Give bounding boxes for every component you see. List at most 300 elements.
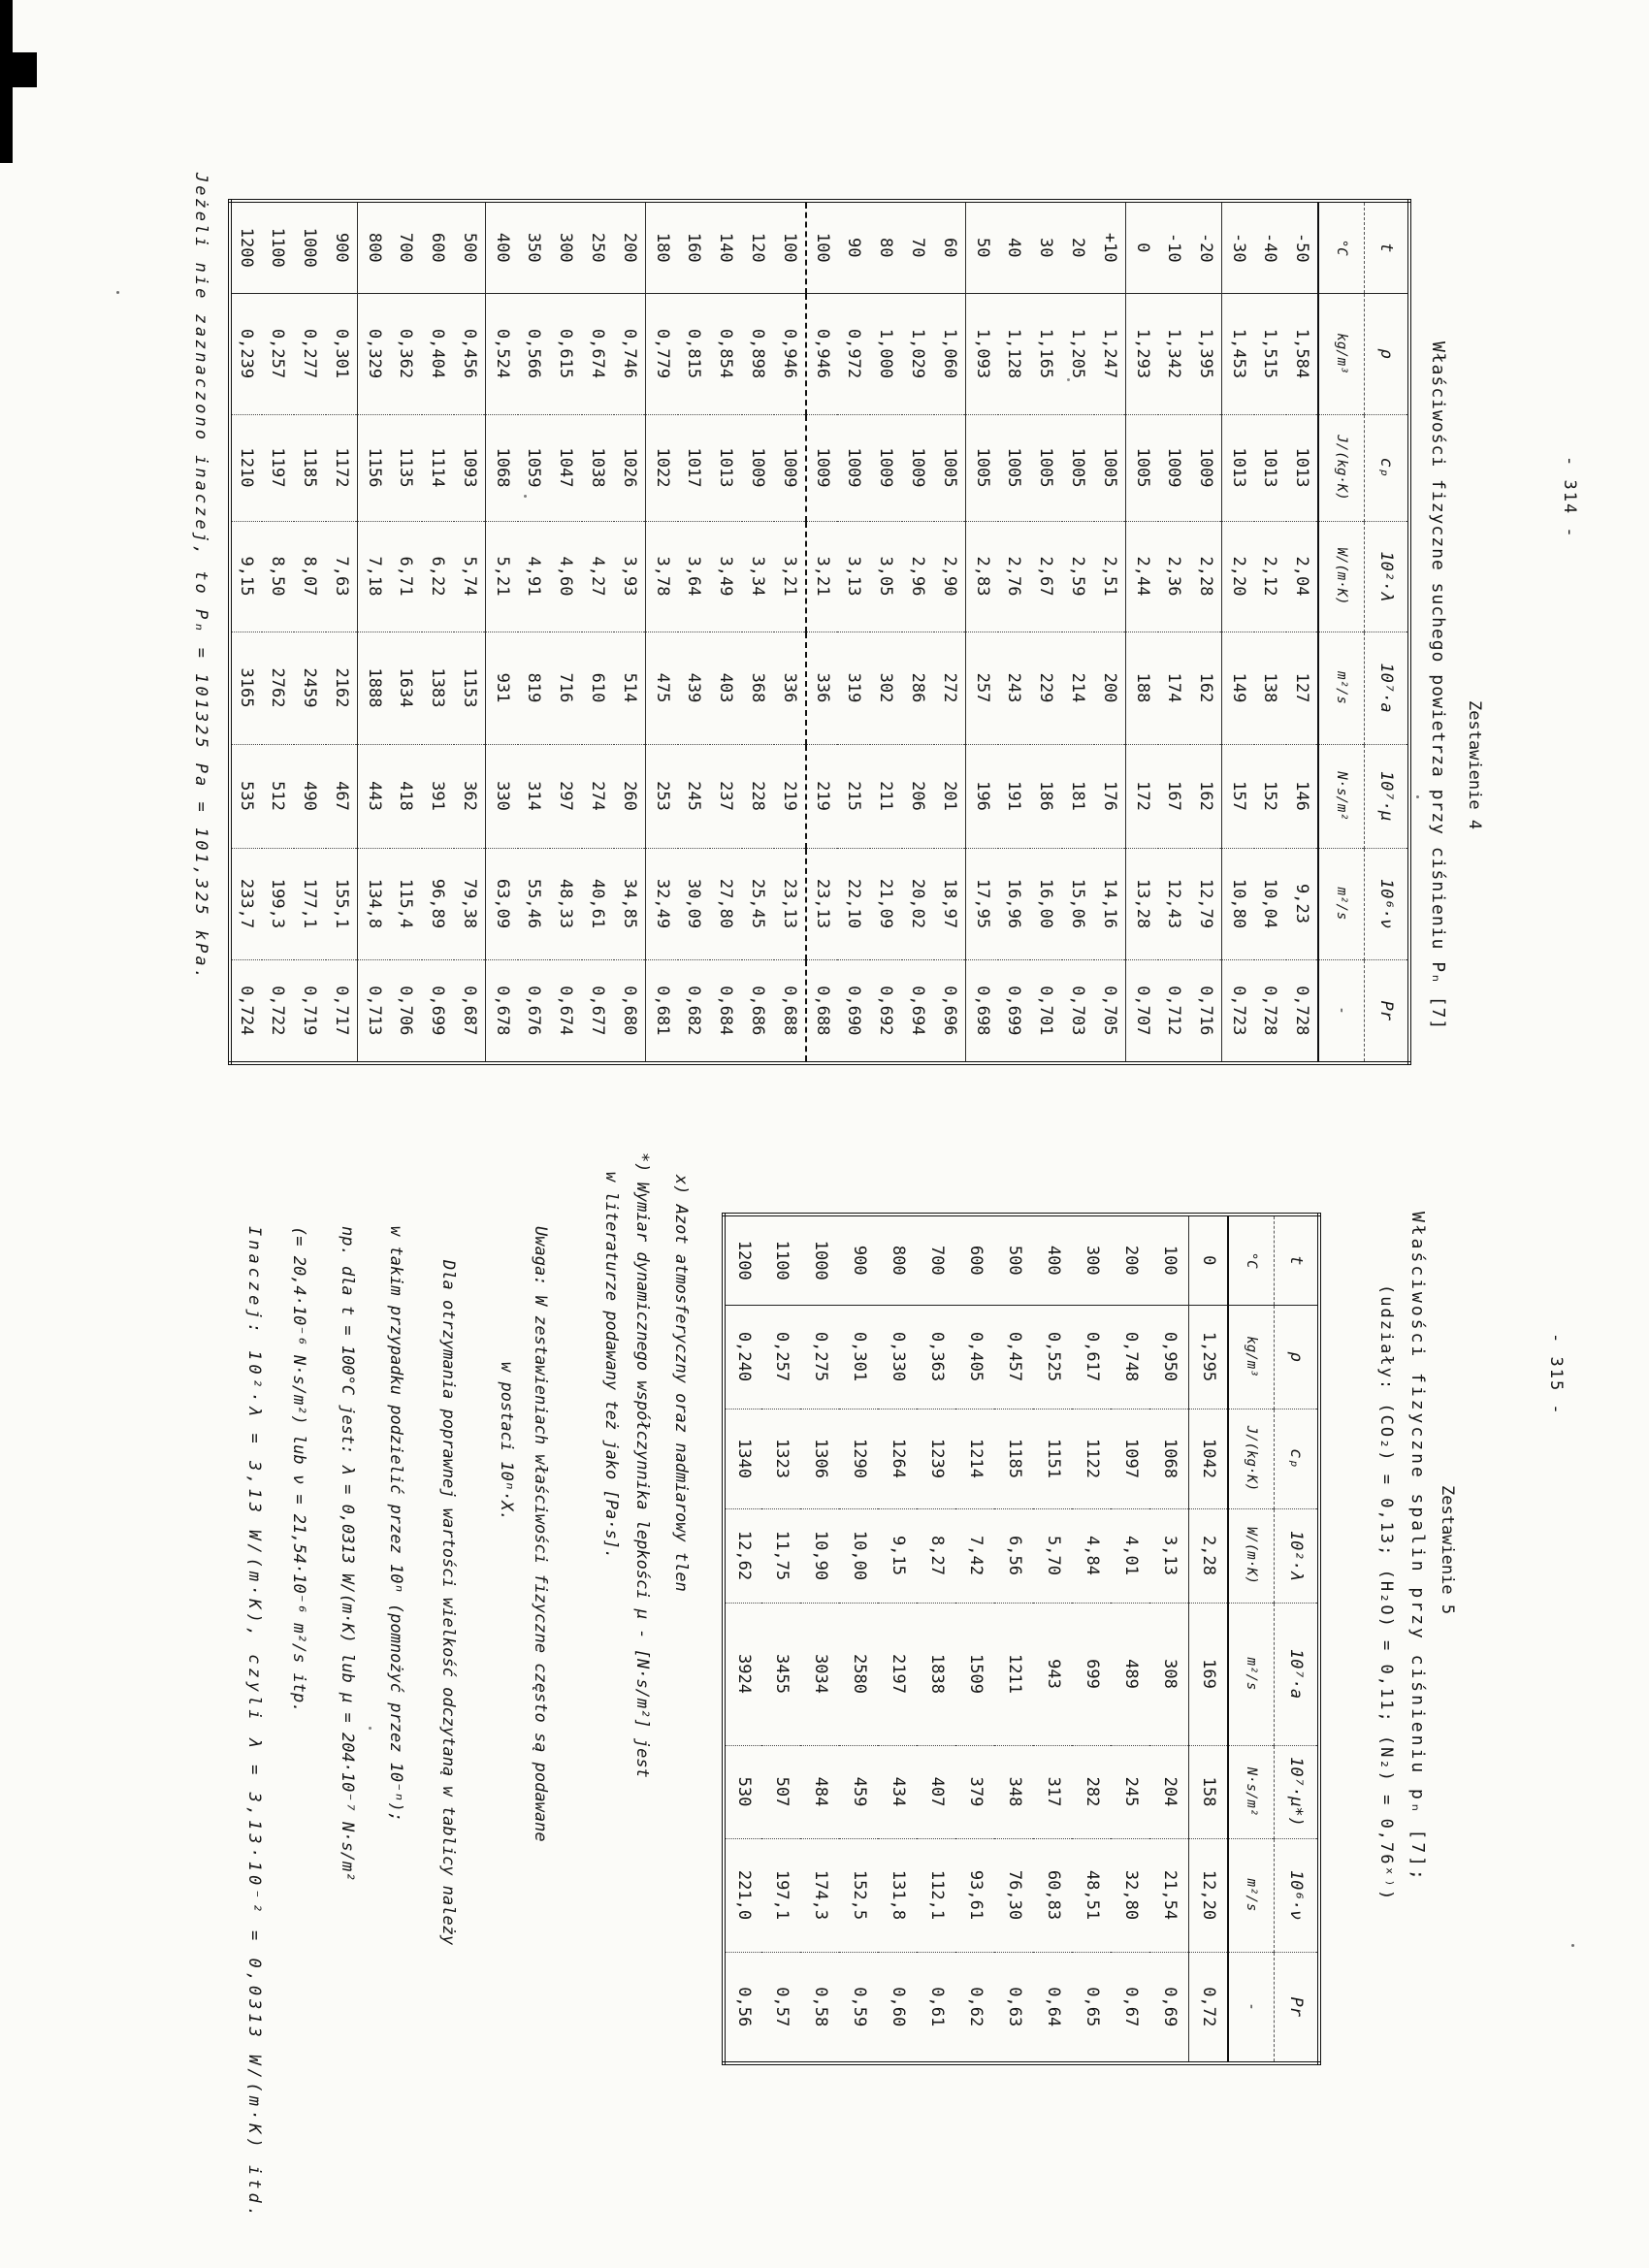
table-row	[742, 201, 774, 1063]
cell: 10,00	[840, 1508, 879, 1603]
cell: 1211	[995, 1603, 1034, 1745]
cell: 7,42	[956, 1508, 995, 1603]
table-row	[230, 201, 262, 1063]
cell: 13,28	[1126, 848, 1158, 959]
cell: 0,277	[294, 293, 326, 414]
cell: 0,457	[995, 1305, 1034, 1409]
cell: 1185	[294, 414, 326, 521]
cell: 200	[1121, 1245, 1141, 1276]
table-row	[422, 201, 454, 1063]
footnote-wymiar-line2: w literaturze podawany też jako [Pa·s].	[601, 1172, 621, 1560]
cell: 2,12	[1254, 521, 1286, 632]
cell: 407	[918, 1745, 956, 1838]
cell: 1009	[902, 414, 934, 521]
cell: 50	[966, 201, 998, 293]
cell: 0,59	[840, 1952, 879, 2063]
cell: 1038	[582, 414, 614, 521]
cell: 160	[684, 232, 704, 263]
cell: 167	[1158, 744, 1190, 848]
table-row	[294, 201, 326, 1063]
cell: 131,8	[879, 1838, 918, 1952]
note-dla-otrzymania: Dla otrzymania poprawnej wartości wielkość odczytaną w tablicy należy	[438, 1260, 458, 1946]
cell: 1264	[879, 1409, 918, 1508]
table-row	[879, 1215, 918, 2063]
cell: 2,36	[1158, 521, 1190, 632]
cell: 76,30	[995, 1838, 1034, 1952]
cell: 0,713	[358, 959, 390, 1063]
cell: 1340	[724, 1409, 762, 1508]
cell: 186	[1030, 744, 1062, 848]
cell: 1100	[268, 227, 288, 268]
cell: 0,694	[902, 959, 934, 1063]
cell: 1009	[838, 414, 870, 521]
cell: 439	[678, 632, 710, 744]
column-symbol: 10⁷·a	[1275, 1603, 1320, 1745]
cell: 60	[940, 238, 960, 258]
cell: 214	[1062, 632, 1094, 744]
cell: 535	[230, 744, 262, 848]
column-symbol: cₚ	[1365, 414, 1410, 521]
column-symbol: 10⁷·a	[1365, 632, 1410, 744]
cell: 1005	[966, 414, 998, 521]
column-unit: m²/s	[1228, 1838, 1275, 1952]
cell: 0,525	[1034, 1305, 1073, 1409]
cell: 23,13	[806, 848, 838, 959]
cell: 158	[1189, 1745, 1228, 1838]
table-row	[1094, 201, 1126, 1063]
cell: 152,5	[840, 1838, 879, 1952]
cell: 3,64	[678, 521, 710, 632]
cell: 172	[1126, 744, 1158, 848]
cell: 1239	[918, 1409, 956, 1508]
column-unit: m²/s	[1318, 848, 1365, 959]
cell: 200	[620, 232, 640, 263]
cell: 3,34	[742, 521, 774, 632]
cell: 0,779	[646, 293, 678, 414]
cell: 5,74	[454, 521, 486, 632]
cell: 1026	[614, 414, 646, 521]
cell: -30	[1222, 201, 1254, 293]
cell: 6,71	[390, 521, 422, 632]
table-314-footer-note: Jeżeli nie zaznaczono inaczej, to Pₙ = 101325 Pa = 101,325 kPa.	[191, 173, 210, 982]
cell: 1185	[995, 1409, 1034, 1508]
cell: 206	[902, 744, 934, 848]
cell: 115,4	[390, 848, 422, 959]
cell: 514	[614, 632, 646, 744]
column-symbol: Pr	[1275, 1952, 1320, 2063]
cell: 1383	[422, 632, 454, 744]
page-number-314: - 314 -	[1560, 456, 1579, 539]
cell: 0,722	[262, 959, 294, 1063]
cell: 10,90	[801, 1508, 840, 1603]
table-row	[326, 201, 358, 1063]
cell: 1009	[806, 414, 838, 521]
column-symbol: 10²·λ	[1365, 521, 1410, 632]
cell: 0,946	[806, 293, 838, 414]
cell: 10,80	[1222, 848, 1254, 959]
cell: 0,67	[1112, 1952, 1150, 2063]
cell: 0,677	[582, 959, 614, 1063]
cell: 0,724	[230, 959, 262, 1063]
cell: 162	[1190, 632, 1222, 744]
cell: 1097	[1112, 1409, 1150, 1508]
cell: 188	[1126, 632, 1158, 744]
column-symbol: 10⁶·ν	[1275, 1838, 1320, 1952]
table-row	[518, 201, 550, 1063]
cell: 0,712	[1158, 959, 1190, 1063]
cell: 7,18	[358, 521, 390, 632]
cell: 93,61	[956, 1838, 995, 1952]
column-unit: J/(kg·K)	[1228, 1409, 1275, 1508]
cell: 0,56	[724, 1952, 762, 2063]
cell: 7,63	[326, 521, 358, 632]
cell: 1214	[956, 1409, 995, 1508]
cell: 100	[780, 232, 799, 263]
cell: 0,275	[801, 1305, 840, 1409]
cell: 204	[1150, 1745, 1189, 1838]
cell: 0,363	[918, 1305, 956, 1409]
cell: 6,56	[995, 1508, 1034, 1603]
cell: 1005	[1030, 414, 1062, 521]
cell: 1290	[840, 1409, 879, 1508]
cell: 120	[748, 232, 768, 263]
cell: 0,405	[956, 1305, 995, 1409]
cell: 5,21	[486, 521, 518, 632]
cell: 3,13	[838, 521, 870, 632]
cell: 0,698	[966, 959, 998, 1063]
table-row	[1062, 201, 1094, 1063]
table-row	[902, 201, 934, 1063]
cell: +10	[1100, 232, 1120, 263]
cell: 943	[1034, 1603, 1073, 1745]
cell: 434	[879, 1745, 918, 1838]
cell: 5,70	[1034, 1508, 1073, 1603]
cell: 140	[716, 232, 736, 263]
table-row	[390, 201, 422, 1063]
cell: 0,329	[358, 293, 390, 414]
note-w-takim: w takim przypadku podzielić przez 10ⁿ (pomnożyć przez 10⁻ⁿ);	[386, 1226, 405, 1823]
cell: 1,247	[1094, 293, 1126, 414]
cell: 1093	[454, 414, 486, 521]
cell: 30,09	[678, 848, 710, 959]
cell: 931	[486, 632, 518, 744]
column-unit: -	[1228, 1952, 1275, 2063]
cell: 4,01	[1112, 1508, 1150, 1603]
cell: 700	[396, 232, 416, 263]
cell: 14,16	[1094, 848, 1126, 959]
table-row	[1034, 1215, 1073, 2063]
table-row	[1030, 201, 1062, 1063]
cell: 330	[486, 744, 518, 848]
cell: 0,362	[390, 293, 422, 414]
cell: 1,205	[1062, 293, 1094, 414]
table-row	[710, 201, 742, 1063]
table-row	[934, 201, 966, 1063]
table-row	[838, 201, 870, 1063]
cell: 3455	[762, 1603, 801, 1745]
column-symbol: ρ	[1365, 293, 1410, 414]
table-row	[995, 1215, 1034, 2063]
cell: 2,90	[934, 521, 966, 632]
flue-gas-properties-table	[722, 1213, 1321, 2065]
column-unit: °C	[1228, 1215, 1275, 1305]
cell: 0,682	[678, 959, 710, 1063]
cell: 2,83	[966, 521, 998, 632]
cell: 1042	[1189, 1409, 1228, 1508]
cell: 459	[840, 1745, 879, 1838]
cell: 0,688	[774, 959, 806, 1063]
cell: 600	[428, 232, 448, 263]
cell: 0,678	[486, 959, 518, 1063]
cell: 1114	[422, 414, 454, 521]
table-row	[614, 201, 646, 1063]
cell: 9,15	[879, 1508, 918, 1603]
cell: 6,22	[422, 521, 454, 632]
table-row	[1126, 201, 1158, 1063]
cell: 90	[844, 238, 864, 258]
cell: 391	[422, 744, 454, 848]
cell: 286	[902, 632, 934, 744]
cell: 0,972	[838, 293, 870, 414]
cell: 2580	[840, 1603, 879, 1745]
cell: 350	[524, 232, 544, 263]
cell: 3924	[724, 1603, 762, 1745]
cell: 1200	[734, 1240, 754, 1280]
cell: 0,404	[422, 293, 454, 414]
cell: 149	[1222, 632, 1254, 744]
cell: 0,57	[762, 1952, 801, 2063]
cell: 1,060	[934, 293, 966, 414]
cell: 60,83	[1034, 1838, 1073, 1952]
cell: 819	[518, 632, 550, 744]
table-caption-zestawienie-4: Zestawienie 4	[1465, 700, 1484, 830]
column-unit: m²/s	[1228, 1603, 1275, 1745]
cell: 25,45	[742, 848, 774, 959]
cell: 302	[870, 632, 902, 744]
cell: 600	[966, 1245, 986, 1276]
cell: 900	[332, 232, 352, 263]
cell: 1151	[1034, 1409, 1073, 1508]
cell: 490	[294, 744, 326, 848]
cell: 4,84	[1073, 1508, 1112, 1603]
table-row	[806, 201, 838, 1063]
cell: 1634	[390, 632, 422, 744]
cell: 500	[1005, 1245, 1024, 1276]
table-row	[1190, 201, 1222, 1063]
table-row	[454, 201, 486, 1063]
cell: 1017	[678, 414, 710, 521]
cell: 403	[710, 632, 742, 744]
table-row	[998, 201, 1030, 1063]
cell: 200	[1094, 632, 1126, 744]
column-unit: W/(m·K)	[1228, 1508, 1275, 1603]
cell: 229	[1030, 632, 1062, 744]
cell: 70	[908, 238, 928, 258]
column-unit: J/(kg·K)	[1318, 414, 1365, 521]
cell: 1047	[550, 414, 582, 521]
cell: 2762	[262, 632, 294, 744]
cell: 336	[806, 632, 838, 744]
cell: 2,59	[1062, 521, 1094, 632]
cell: 1,000	[870, 293, 902, 414]
cell: 257	[966, 632, 998, 744]
cell: 475	[646, 632, 678, 744]
cell: 199,3	[262, 848, 294, 959]
cell: 3165	[230, 632, 262, 744]
cell: 3,93	[614, 521, 646, 632]
cell: 368	[742, 632, 774, 744]
cell: 1009	[870, 414, 902, 521]
cell: 1,295	[1189, 1305, 1228, 1409]
cell: 12,20	[1189, 1838, 1228, 1952]
cell: 0,330	[879, 1305, 918, 1409]
cell: 10,04	[1254, 848, 1286, 959]
table-314-title: Właściwości fizyczne suchego powietrza przy ciśnieniu Pₙ [7]	[1428, 341, 1448, 1031]
cell: 0,706	[390, 959, 422, 1063]
cell: 0,699	[998, 959, 1030, 1063]
cell: 1009	[774, 414, 806, 521]
cell: 2,28	[1190, 521, 1222, 632]
cell: 0,688	[806, 959, 838, 1063]
column-unit: °C	[1318, 201, 1365, 293]
cell: 1,293	[1126, 293, 1158, 414]
cell: 0,674	[582, 293, 614, 414]
cell: 512	[262, 744, 294, 848]
cell: 250	[588, 232, 608, 263]
cell: 0,717	[326, 959, 358, 1063]
table-row	[801, 1215, 840, 2063]
cell: 180	[646, 201, 678, 293]
cell: 1068	[1150, 1409, 1189, 1508]
cell: 0	[1126, 201, 1158, 293]
cell: 317	[1034, 1745, 1073, 1838]
cell: 0,61	[918, 1952, 956, 2063]
cell: 27,80	[710, 848, 742, 959]
cell: 1000	[300, 227, 320, 268]
cell: 274	[582, 744, 614, 848]
cell: 3,49	[710, 521, 742, 632]
table-315-title-line1: Właściwości fizyczne spalin przy ciśnieniu pₙ [7];	[1407, 1212, 1428, 1883]
cell: 1005	[1126, 414, 1158, 521]
table-row	[678, 201, 710, 1063]
footnote-azot: x) Azot atmosferyczny oraz nadmiarowy tlen	[671, 1175, 691, 1592]
cell: 134,8	[358, 848, 390, 959]
cell: 362	[454, 744, 486, 848]
cell: 800	[358, 201, 390, 293]
cell: 467	[326, 744, 358, 848]
table-315-title-line2: (udziały: (CO₂) = 0,13; (H₂O) = 0,11; (N₂) = 0,76ˣ⁾)	[1376, 1284, 1396, 1902]
cell: 1,395	[1190, 293, 1222, 414]
dry-air-properties-table	[228, 199, 1411, 1065]
cell: 0,719	[294, 959, 326, 1063]
cell: 0,687	[454, 959, 486, 1063]
cell: 8,07	[294, 521, 326, 632]
cell: 3,05	[870, 521, 902, 632]
page-315	[0, 1134, 1649, 2268]
cell: 9,15	[230, 521, 262, 632]
cell: 127	[1286, 632, 1318, 744]
cell: 0,674	[550, 959, 582, 1063]
cell: 1013	[1254, 414, 1286, 521]
table-row	[724, 1215, 762, 2063]
cell: 1172	[326, 414, 358, 521]
cell: 3,21	[774, 521, 806, 632]
cell: 34,85	[614, 848, 646, 959]
cell: 300	[556, 232, 576, 263]
cell: 1059	[518, 414, 550, 521]
cell: 100	[1159, 1245, 1180, 1276]
cell: 157	[1222, 744, 1254, 848]
cell: 1,029	[902, 293, 934, 414]
cell: 253	[646, 744, 678, 848]
cell: 30	[1036, 238, 1056, 258]
cell: 0,615	[550, 293, 582, 414]
cell: 12,79	[1190, 848, 1222, 959]
cell: 2162	[326, 632, 358, 744]
cell: 1,342	[1158, 293, 1190, 414]
cell: 0,703	[1062, 959, 1094, 1063]
column-symbol: 10⁶·ν	[1365, 848, 1410, 959]
cell: 2,76	[998, 521, 1030, 632]
cell: 219	[806, 744, 838, 848]
cell: 1013	[1286, 414, 1318, 521]
cell: 40	[1004, 238, 1024, 258]
cell: 176	[1094, 744, 1126, 848]
table-row	[1150, 1215, 1189, 2063]
cell: 336	[774, 632, 806, 744]
cell: 0,680	[614, 959, 646, 1063]
cell: 0,676	[518, 959, 550, 1063]
cell: 0,240	[724, 1305, 762, 1409]
cell: 0	[1189, 1215, 1228, 1305]
cell: 300	[1083, 1245, 1102, 1276]
cell: 297	[550, 744, 582, 848]
cell: 233,7	[230, 848, 262, 959]
note-uwaga-line1: Uwaga: W zestawieniach właściwości fizyczne często są podawane	[531, 1226, 550, 1842]
cell: 211	[870, 744, 902, 848]
cell: 18,97	[934, 848, 966, 959]
cell: 1323	[762, 1409, 801, 1508]
cell: 1197	[262, 414, 294, 521]
cell: 2,51	[1094, 521, 1126, 632]
cell: 0,746	[614, 293, 646, 414]
table-row	[262, 201, 294, 1063]
cell: 0,728	[1254, 959, 1286, 1063]
column-unit: N·s/m²	[1228, 1745, 1275, 1838]
cell: 0,701	[1030, 959, 1062, 1063]
cell: 1013	[1222, 414, 1254, 521]
note-np-dla: np. dla t = 100°C jest: λ = 0,0313 W/(m·K) lub μ = 204·10⁻⁷ N·s/m²	[338, 1226, 357, 1882]
cell: 4,60	[550, 521, 582, 632]
cell: 0,815	[678, 293, 710, 414]
cell: 191	[998, 744, 1030, 848]
cell: 0,566	[518, 293, 550, 414]
column-unit: kg/m³	[1228, 1305, 1275, 1409]
cell: 1,093	[966, 293, 998, 414]
cell: 48,33	[550, 848, 582, 959]
cell: 181	[1062, 744, 1094, 848]
cell: 308	[1150, 1603, 1189, 1745]
cell: 1153	[454, 632, 486, 744]
cell: 40,61	[582, 848, 614, 959]
cell: 174	[1158, 632, 1190, 744]
cell: 1009	[742, 414, 774, 521]
cell: 146	[1286, 744, 1318, 848]
cell: 0,64	[1034, 1952, 1073, 2063]
cell: 0,950	[1150, 1305, 1189, 1409]
cell: 0,257	[762, 1305, 801, 1409]
cell: 0,456	[454, 293, 486, 414]
